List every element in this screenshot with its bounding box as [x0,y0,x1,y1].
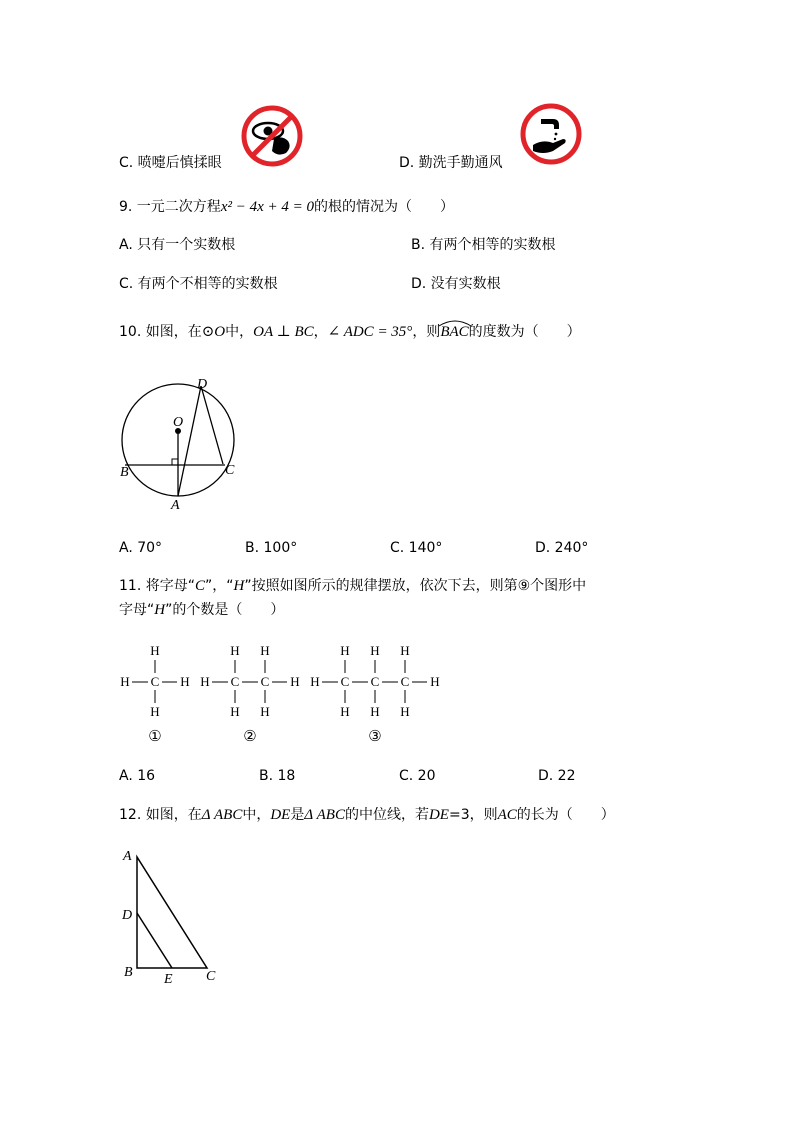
q11-stem-line1 [119,576,586,596]
svg-text:H: H [370,704,380,719]
letter-h: H [233,578,245,594]
right-angle-mark [172,459,178,465]
svg-text:H: H [200,674,210,689]
label-o: O [173,415,184,430]
q10-option-a[interactable]: A. 70° [119,540,163,556]
q12-text3: 是 [290,807,305,823]
svg-text:C: C [260,674,270,689]
label-a: A [123,849,132,864]
svg-text:H: H [400,704,410,719]
q10-text3: ，则 [412,324,441,340]
letter-h-2: H [154,602,166,618]
q9-equation: x² − 4x + 4 = 0 [220,199,314,215]
svg-text:C: C [230,674,240,689]
q11-stem-line2 [119,600,284,620]
label-d: D [197,377,208,392]
q12-text2: 中， [242,807,271,823]
q8-option-c[interactable]: C. 喷嚏后慎揉眼 [119,155,222,171]
svg-text:H: H [340,643,350,658]
svg-text:H: H [370,643,380,658]
svg-text:H: H [260,643,270,658]
q9-option-a[interactable]: A. 只有一个实数根 [119,237,236,253]
segment-de: DE [270,807,291,823]
label-b: B [120,465,129,480]
svg-text:H: H [230,643,240,658]
svg-text:H: H [430,674,440,689]
triangle-abc-shape [137,857,207,968]
svg-text:H: H [400,643,410,658]
svg-text:C: C [150,674,160,689]
q10-option-b[interactable]: B. 100° [245,540,298,556]
svg-text:H: H [150,643,160,658]
q10-circle-figure [115,372,245,512]
svg-text:H: H [120,674,130,689]
caption-1: ① [148,729,162,745]
hand-washing-sign-icon [519,103,583,165]
q10-text2: 中， [225,324,254,340]
label-c: C [206,969,216,984]
label-d: D [122,908,133,923]
q9-text: 一元二次方程 [136,199,221,215]
q11-option-a[interactable]: A. 16 [119,768,156,784]
no-eye-rubbing-sign-icon [240,105,304,167]
q10-stem [119,322,581,342]
chord-dc [201,386,223,464]
caption-3: ③ [368,729,382,745]
q12-text: 12. 如图，在 [119,807,202,823]
q11-option-b[interactable]: B. 18 [259,768,296,784]
q10-condition-angle: ∠ ADC = 35° [327,324,413,340]
circle-symbol: ⊙ [201,324,215,340]
q12-triangle-figure [118,845,228,990]
midline-de [137,913,172,968]
q9-stem [119,197,454,217]
segment-de-2: DE [428,807,449,823]
svg-text:H: H [180,674,190,689]
q11-pattern-figure [115,640,455,750]
caption-2: ② [243,729,257,745]
q12-stem [119,805,615,825]
q9-option-b[interactable]: B. 有两个相等的实数根 [411,237,556,253]
svg-text:C: C [340,674,350,689]
q10-comma: ， [313,324,328,340]
svg-text:C: C [370,674,380,689]
svg-text:H: H [310,674,320,689]
q9-option-c[interactable]: C. 有两个不相等的实数根 [119,276,278,292]
q10-arc-bac [440,322,468,342]
q12-text4: 的中位线，若 [344,807,429,823]
svg-text:H: H [260,704,270,719]
label-e: E [164,972,173,987]
q11-text2: ”，“ [204,578,234,594]
triangle-abc: Δ ABC [201,807,243,823]
label-b: B [124,965,133,980]
q8-option-d[interactable]: D. 勤洗手勤通风 [399,155,503,171]
arc-label: BAC [440,324,469,340]
q11-text: 11. 将字母“ [119,578,195,594]
svg-text:H: H [290,674,300,689]
chord-da [178,386,201,496]
svg-text:H: H [340,704,350,719]
q11-text5: ”的个数是（ ） [165,602,285,618]
q11-option-d[interactable]: D. 22 [538,768,576,784]
triangle-abc-2: Δ ABC [304,807,345,823]
q12-text6: 的长为（ ） [516,807,615,823]
svg-text:H: H [230,704,240,719]
svg-text:C: C [400,674,410,689]
svg-text:H: H [150,704,160,719]
q9-text-end: 的根的情况为（ ） [314,199,454,215]
q11-text4: 字母“ [119,602,155,618]
q10-text: 10. 如图，在 [119,324,202,340]
q11-text3: ”按照如图所示的规律摆放，依次下去，则第⑨个图形中 [244,578,587,594]
q9-number: 9. [119,199,133,215]
label-c: C [225,463,235,478]
q9-option-d[interactable]: D. 没有实数根 [411,276,501,292]
circle-o: O [214,324,226,340]
q10-text4: 的度数为（ ） [468,324,581,340]
label-a: A [171,498,180,513]
q11-option-c[interactable]: C. 20 [399,768,436,784]
q10-condition-perpendicular: OA ⊥ BC [253,324,314,340]
q10-option-c[interactable]: C. 140° [390,540,443,556]
letter-c: C [194,578,205,594]
segment-ac: AC [497,807,517,823]
q10-option-d[interactable]: D. 240° [535,540,589,556]
q12-text5: =3，则 [448,807,498,823]
